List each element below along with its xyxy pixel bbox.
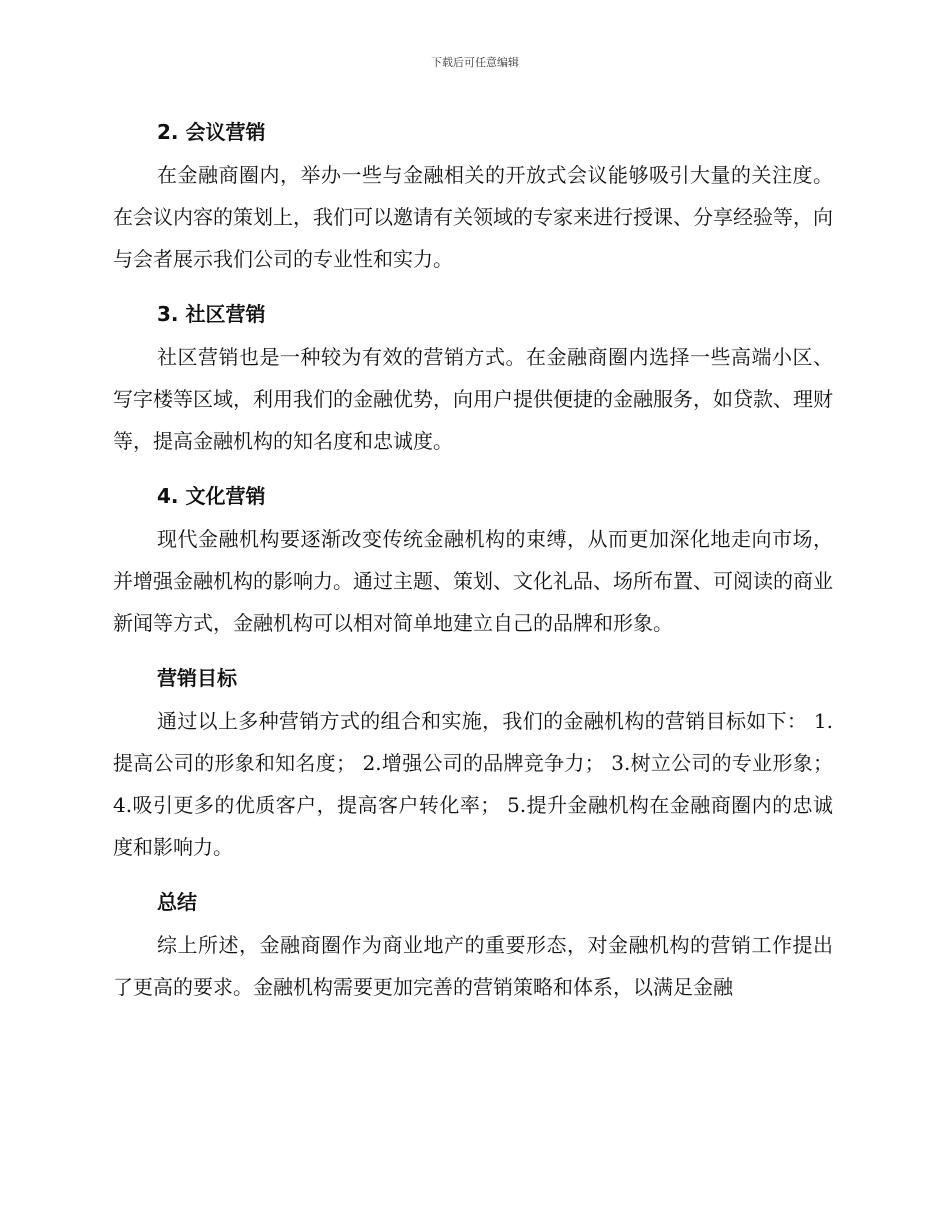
page-header-note: 下载后可任意编辑 <box>431 56 519 69</box>
section-heading-culture-marketing: 4. 文化营销 <box>157 484 266 508</box>
section-paragraph-summary: 综上所述，金融商圈作为商业地产的重要形态，对金融机构的营销工作提出了更高的要求。金融机构需要更加完善的营销策略和体系，以满足金融 <box>113 933 833 999</box>
section-paragraph-community-marketing: 社区营销也是一种较为有效的营销方式。在金融商圈内选择一些高端小区、写字楼等区域，利用我们的金融优势，向用户提供便捷的金融服务，如贷款、理财等，提高金融机构的知名度和忠诚度。 <box>113 345 833 453</box>
section-heading-summary: 总结 <box>157 890 197 914</box>
section-paragraph-culture-marketing: 现代金融机构要逐渐改变传统金融机构的束缚，从而更加深化地走向市场，并增强金融机构的影响力。通过主题、策划、文化礼品、场所布置、可阅读的商业新闻等方式，金融机构可以相对简单地建立自己的品牌和形象。 <box>113 527 833 635</box>
section-paragraph-marketing-goals: 通过以上多种营销方式的组合和实施，我们的金融机构的营销目标如下： 1.提高公司的形象和知名度； 2.增强公司的品牌竞争力； 3.树立公司的专业形象； 4.吸引更多的优质客户，提高客户转化率； 5.提升金融机构在金融商圈内的忠诚度和影响力。 <box>113 709 833 859</box>
section-heading-community-marketing: 3. 社区营销 <box>157 302 266 326</box>
section-paragraph-meeting-marketing: 在金融商圈内，举办一些与金融相关的开放式会议能够吸引大量的关注度。在会议内容的策划上，我们可以邀请有关领域的专家来进行授课、分享经验等，向与会者展示我们公司的专业性和实力。 <box>113 163 833 271</box>
document-body <box>113 110 833 1020</box>
section-heading-meeting-marketing: 2. 会议营销 <box>157 120 266 144</box>
section-heading-marketing-goals: 营销目标 <box>157 666 237 690</box>
